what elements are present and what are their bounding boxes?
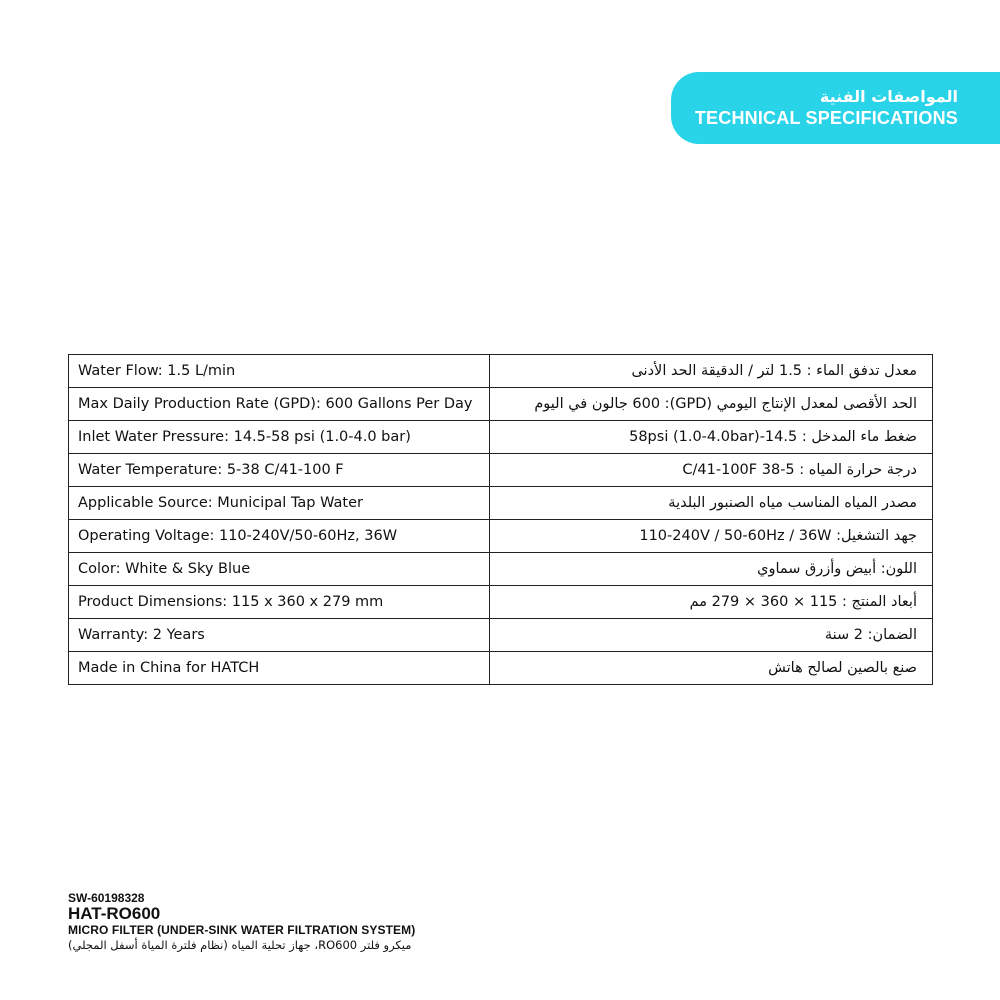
spec-english-cell: Warranty: 2 Years (69, 619, 490, 652)
banner-title-english: TECHNICAL SPECIFICATIONS (694, 108, 958, 128)
spec-english-cell: Water Flow: 1.5 L/min (69, 355, 490, 388)
table-row (69, 454, 933, 487)
technical-specifications-banner (671, 72, 1000, 144)
spec-english-cell: Water Temperature: 5-38 C/41-100 F (69, 454, 490, 487)
spec-english-cell: Color: White & Sky Blue (69, 553, 490, 586)
spec-arabic-cell: جهد التشغيل: ‎110-240V / 50-60Hz / 36W (490, 520, 933, 553)
spec-arabic-cell: الضمان: 2 سنة (490, 619, 933, 652)
spec-arabic-cell: صنع بالصين لصالح هاتش (490, 652, 933, 685)
product-footer (68, 892, 415, 953)
sku-code: SW-60198328 (68, 891, 145, 905)
table-row (69, 487, 933, 520)
banner-title-arabic: المواصفات الفنية (819, 87, 958, 106)
specifications-table (68, 354, 933, 685)
spec-english-cell: Product Dimensions: 115 x 360 x 279 mm (69, 586, 490, 619)
spec-english-cell: Made in China for HATCH (69, 652, 490, 685)
spec-arabic-cell: الحد الأقصى لمعدل الإنتاج اليومي (GPD): ‏600 جالون في اليوم (490, 388, 933, 421)
spec-arabic-cell: اللون: أبيض وأزرق سماوي (490, 553, 933, 586)
table-row (69, 652, 933, 685)
spec-arabic-cell: معدل تدفق الماء : 1.5 لتر / الدقيقة الحد الأدنى (490, 355, 933, 388)
table-row (69, 421, 933, 454)
spec-english-cell: Operating Voltage: 110-240V/50-60Hz, 36W (69, 520, 490, 553)
table-row (69, 553, 933, 586)
spec-english-cell: Inlet Water Pressure: 14.5-58 psi (1.0-4.0 bar) (69, 421, 490, 454)
spec-arabic-cell: مصدر المياه المناسب مياه الصنبور البلدية (490, 487, 933, 520)
table-row (69, 586, 933, 619)
table-row (69, 355, 933, 388)
spec-arabic-cell: أبعاد المنتج : 115 × 360 × 279 مم (490, 586, 933, 619)
table-row (69, 619, 933, 652)
spec-arabic-cell: ضغط ماء المدخل : 14.5-58psi (1.0-4.0bar) (490, 421, 933, 454)
table-row (69, 520, 933, 553)
product-description-english: MICRO FILTER (UNDER-SINK WATER FILTRATION SYSTEM) (68, 923, 416, 937)
spec-arabic-cell: درجة حرارة المياه : 5-38 C/41-100F (490, 454, 933, 487)
spec-english-cell: Max Daily Production Rate (GPD): 600 Gallons Per Day (69, 388, 490, 421)
product-description-arabic: ميكرو فلتر RO600، جهاز تحلية المياه (نظام فلترة المياة أسفل المجلي) (68, 938, 412, 952)
spec-english-cell: Applicable Source: Municipal Tap Water (69, 487, 490, 520)
table-row (69, 388, 933, 421)
model-number: HAT-RO600 (68, 904, 161, 923)
